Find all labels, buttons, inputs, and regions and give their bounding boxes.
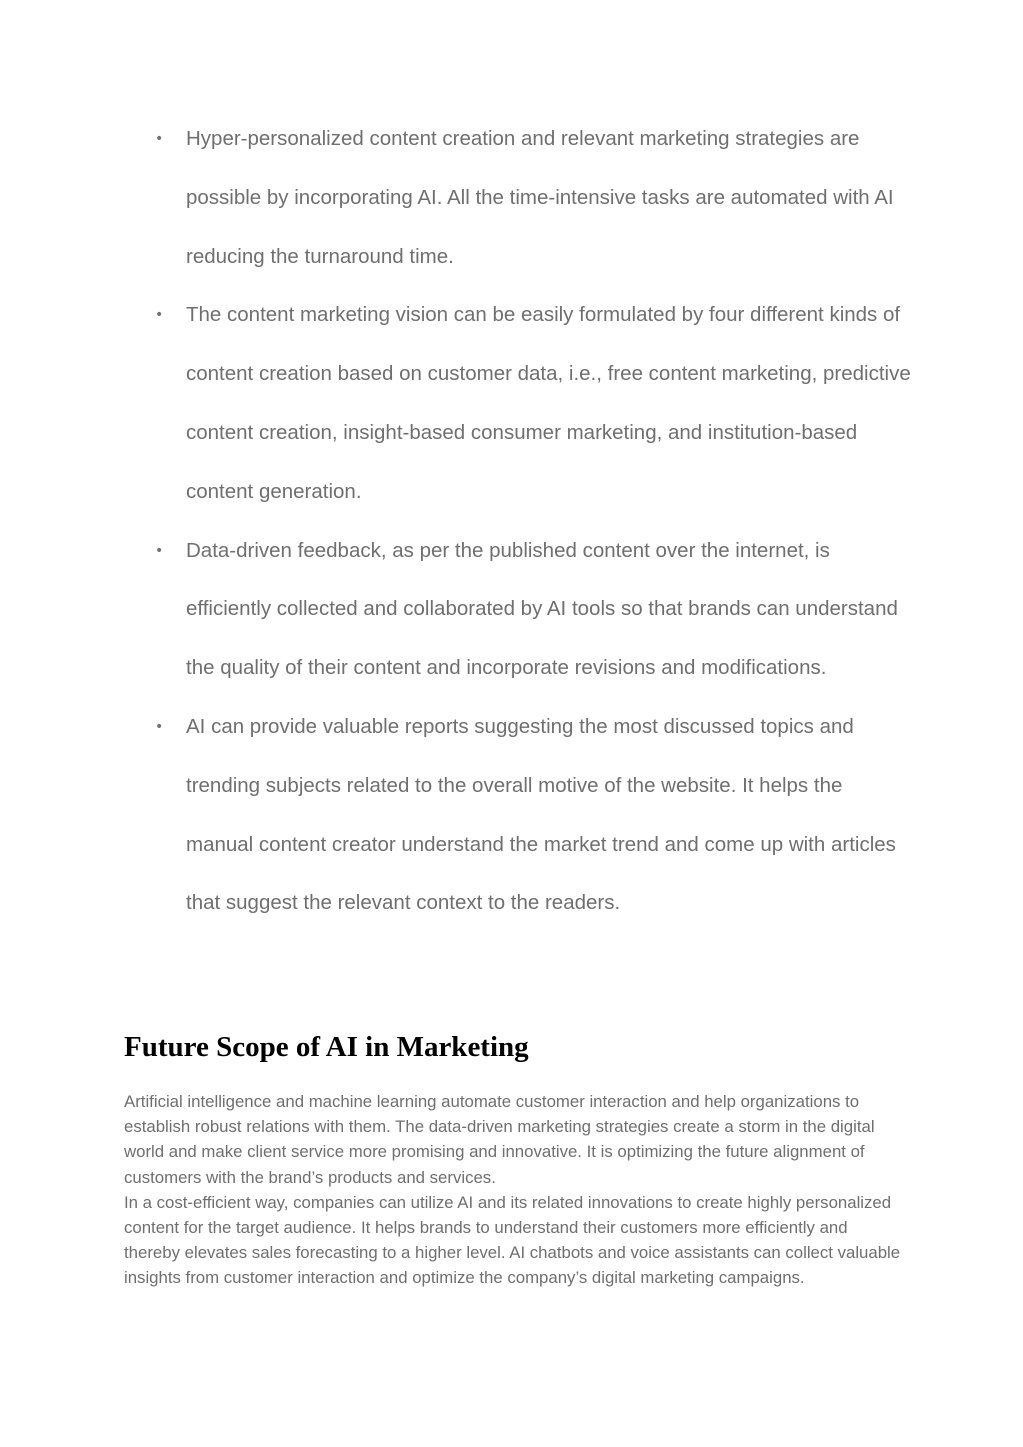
list-item-text: AI can provide valuable reports suggesting the most discussed topics and trending subjects related to the overall motive of the website. It helps the manual content creator understand the market trend and come up with articles that suggest the relevant context to the readers. <box>186 714 896 915</box>
list-item-text: The content marketing vision can be easily formulated by four different kinds of content creation based on customer data, i.e., free content marketing, predictive content creation, insight-based consumer marketing, and institution-based content generation. <box>186 303 911 503</box>
paragraph: In a cost-efficient way, companies can utilize AI and its related innovations to create highly personalized content for the target audience. It helps brands to understand their customers more efficiently and thereby elevates sales forecasting to a higher level. AI chatbots and voice assistants can collect valuable insights from customer interaction and optimize the company’s digital marketing campaigns. <box>124 1192 901 1288</box>
benefits-bullet-list <box>124 110 914 933</box>
bullet-icon: • <box>155 542 164 559</box>
section-body <box>124 1089 904 1291</box>
paragraph: Artificial intelligence and machine learning automate customer interaction and help organizations to establish robust relations with them. The data-driven marketing strategies create a storm in the digital world and make client service more promising and innovative. It is optimizing the future alignment of customers with the brand’s products and services. <box>124 1092 875 1187</box>
bullet-icon: • <box>155 307 164 324</box>
list-item <box>124 522 914 698</box>
section-heading: Future Scope of AI in Marketing <box>124 1031 529 1063</box>
bullet-icon: • <box>155 718 164 735</box>
list-item <box>124 698 914 933</box>
list-item <box>124 110 914 286</box>
list-item-text: Data-driven feedback, as per the published content over the internet, is efficiently collected and collaborated by AI tools so that brands can understand the quality of their content and incorporate revisions and modifications. <box>186 538 898 680</box>
list-item <box>124 286 914 521</box>
bullet-icon: • <box>155 131 164 147</box>
list-item-text: Hyper-personalized content creation and relevant marketing strategies are possible by incorporating AI. All the time-intensive tasks are automated with AI reducing the turnaround time. <box>186 127 894 268</box>
